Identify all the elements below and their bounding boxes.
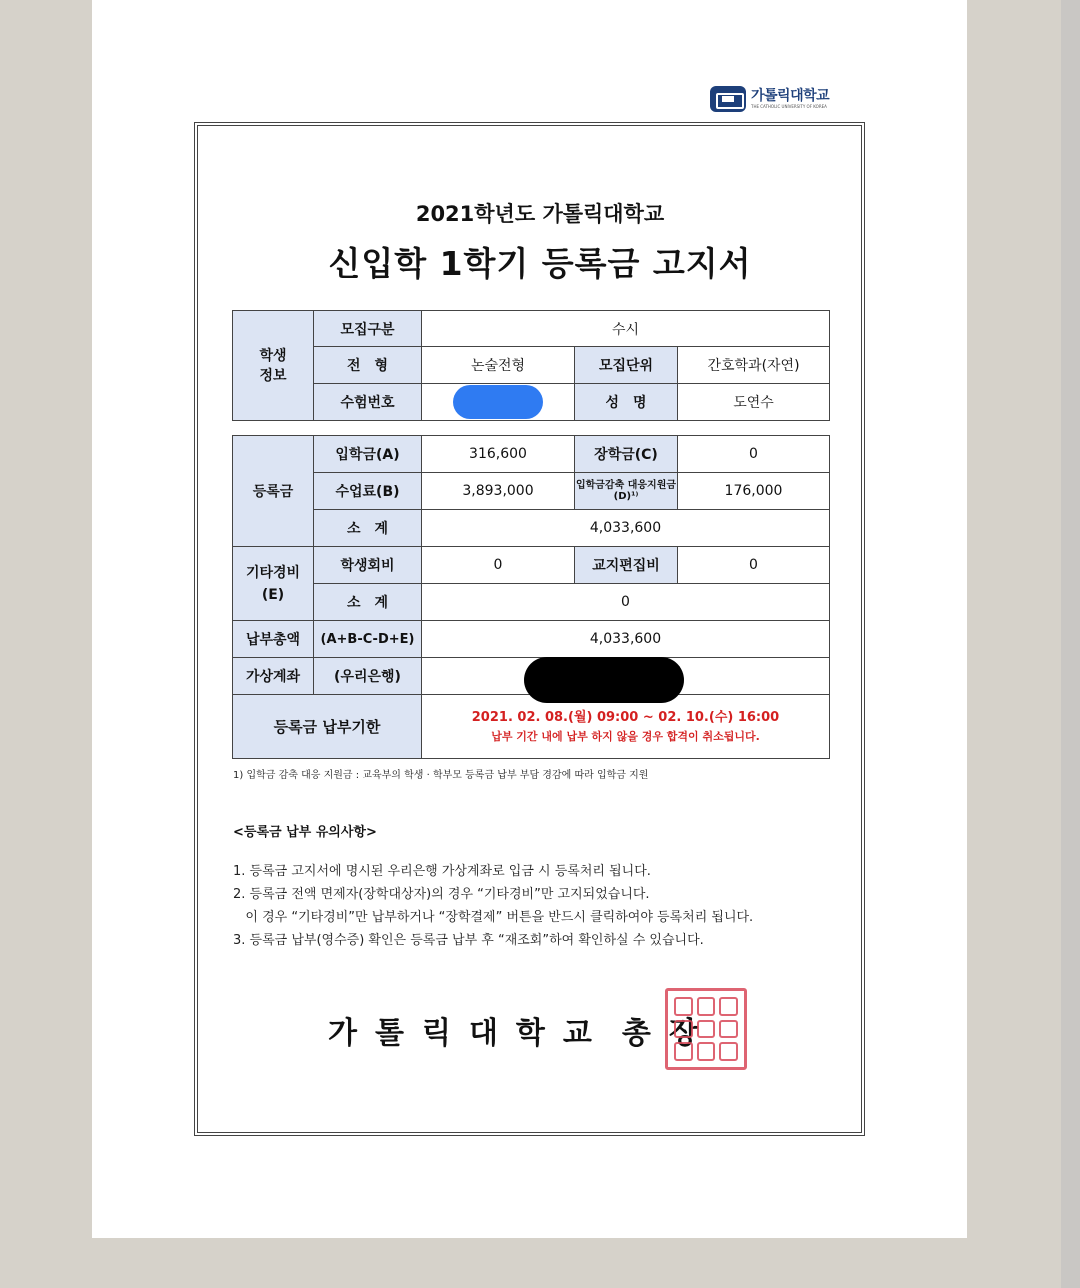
scholarship-value: 0 [678,436,830,473]
student-name-value: 도연수 [678,384,830,421]
recruit-type-label: 모집구분 [314,311,422,347]
support-label: 입학금감축 대응지원금(D)¹⁾ [575,473,678,510]
document-title-year: 2021학년도 가톨릭대학교 [415,202,665,226]
total-label: 납부총액 [233,621,314,658]
deadline-value: 2021. 02. 08.(월) 09:00 ~ 02. 10.(수) 16:00 [471,709,780,725]
fees-subtotal-label: 소 계 [314,510,422,547]
notice-item: 1. 등록금 고지서에 명시된 우리은행 가상계좌로 입금 시 등록처리 됩니다. [233,864,651,879]
recruit-unit-label: 모집단위 [575,347,678,384]
fees-group-label: 등록금 [233,436,314,547]
total-value: 4,033,600 [422,621,830,658]
redaction-blob [453,385,543,419]
deadline-warning: 납부 기간 내에 납부 하지 않을 경우 합격이 취소됩니다. [491,729,760,743]
admission-type-value: 논술전형 [422,347,575,384]
footnote: 1) 입학금 감축 대응 지원금 : 교육부의 학생 · 학부모 등록금 납부 부담 경감에 따라 입학금 지원 [233,770,649,781]
total-formula: (A+B-C-D+E) [314,621,422,658]
deadline-cell [422,695,830,759]
entrance-fee-label: 입학금(A) [314,436,422,473]
admission-type-label: 전 형 [314,347,422,384]
tuition-value: 3,893,000 [422,473,575,510]
support-value: 176,000 [678,473,830,510]
notice-item: 이 경우 “기타경비”만 납부하거나 “장학결제” 버튼을 반드시 클릭하여야 등록처리 됩니다. [233,910,754,925]
recruit-type-value: 수시 [422,311,830,347]
etc-subtotal-value: 0 [422,584,830,621]
deadline-label: 등록금 납부기한 [233,695,422,759]
signature-title: 총장 [621,1016,716,1051]
student-info-table [232,310,830,421]
account-redaction-blob [524,657,684,703]
entrance-fee-value: 316,600 [422,436,575,473]
tuition-label: 수업료(B) [314,473,422,510]
signature-org: 가톨릭대학교 [328,1016,610,1051]
university-logo [710,86,829,112]
fees-subtotal-value: 4,033,600 [422,510,830,547]
student-council-label: 학생회비 [314,547,422,584]
exam-number-label: 수험번호 [314,384,422,421]
official-seal-icon [665,988,747,1070]
tuition-table [232,435,830,759]
etc-group-label: 기타경비 (E) [233,547,314,621]
notice-heading: <등록금 납부 유의사항> [233,825,377,840]
student-info-group: 학생 정보 [233,311,314,421]
etc-subtotal-label: 소 계 [314,584,422,621]
notice-list [233,860,753,952]
university-emblem-icon [710,86,746,112]
student-council-value: 0 [422,547,575,584]
textbook-fee-label: 교지편집비 [575,547,678,584]
screen-edge [1061,0,1080,1288]
logo-subtitle: THE CATHOLIC UNIVERSITY OF KOREA [751,104,827,109]
bank-name: (우리은행) [314,658,422,695]
signature [328,1008,716,1052]
document-title: 신입학 1학기 등록금 고지서 [328,244,752,283]
virtual-account-label: 가상계좌 [233,658,314,695]
notice-item: 3. 등록금 납부(영수증) 확인은 등록금 납부 후 “재조회”하여 확인하실 수 있습니다. [233,933,704,948]
scholarship-label: 장학금(C) [575,436,678,473]
student-name-label: 성 명 [575,384,678,421]
logo-name: 가톨릭대학교 [751,88,830,104]
recruit-unit-value: 간호학과(자연) [678,347,830,384]
exam-number-value [422,384,575,421]
notice-item: 2. 등록금 전액 면제자(장학대상자)의 경우 “기타경비”만 고지되었습니다. [233,887,650,902]
textbook-fee-value: 0 [678,547,830,584]
